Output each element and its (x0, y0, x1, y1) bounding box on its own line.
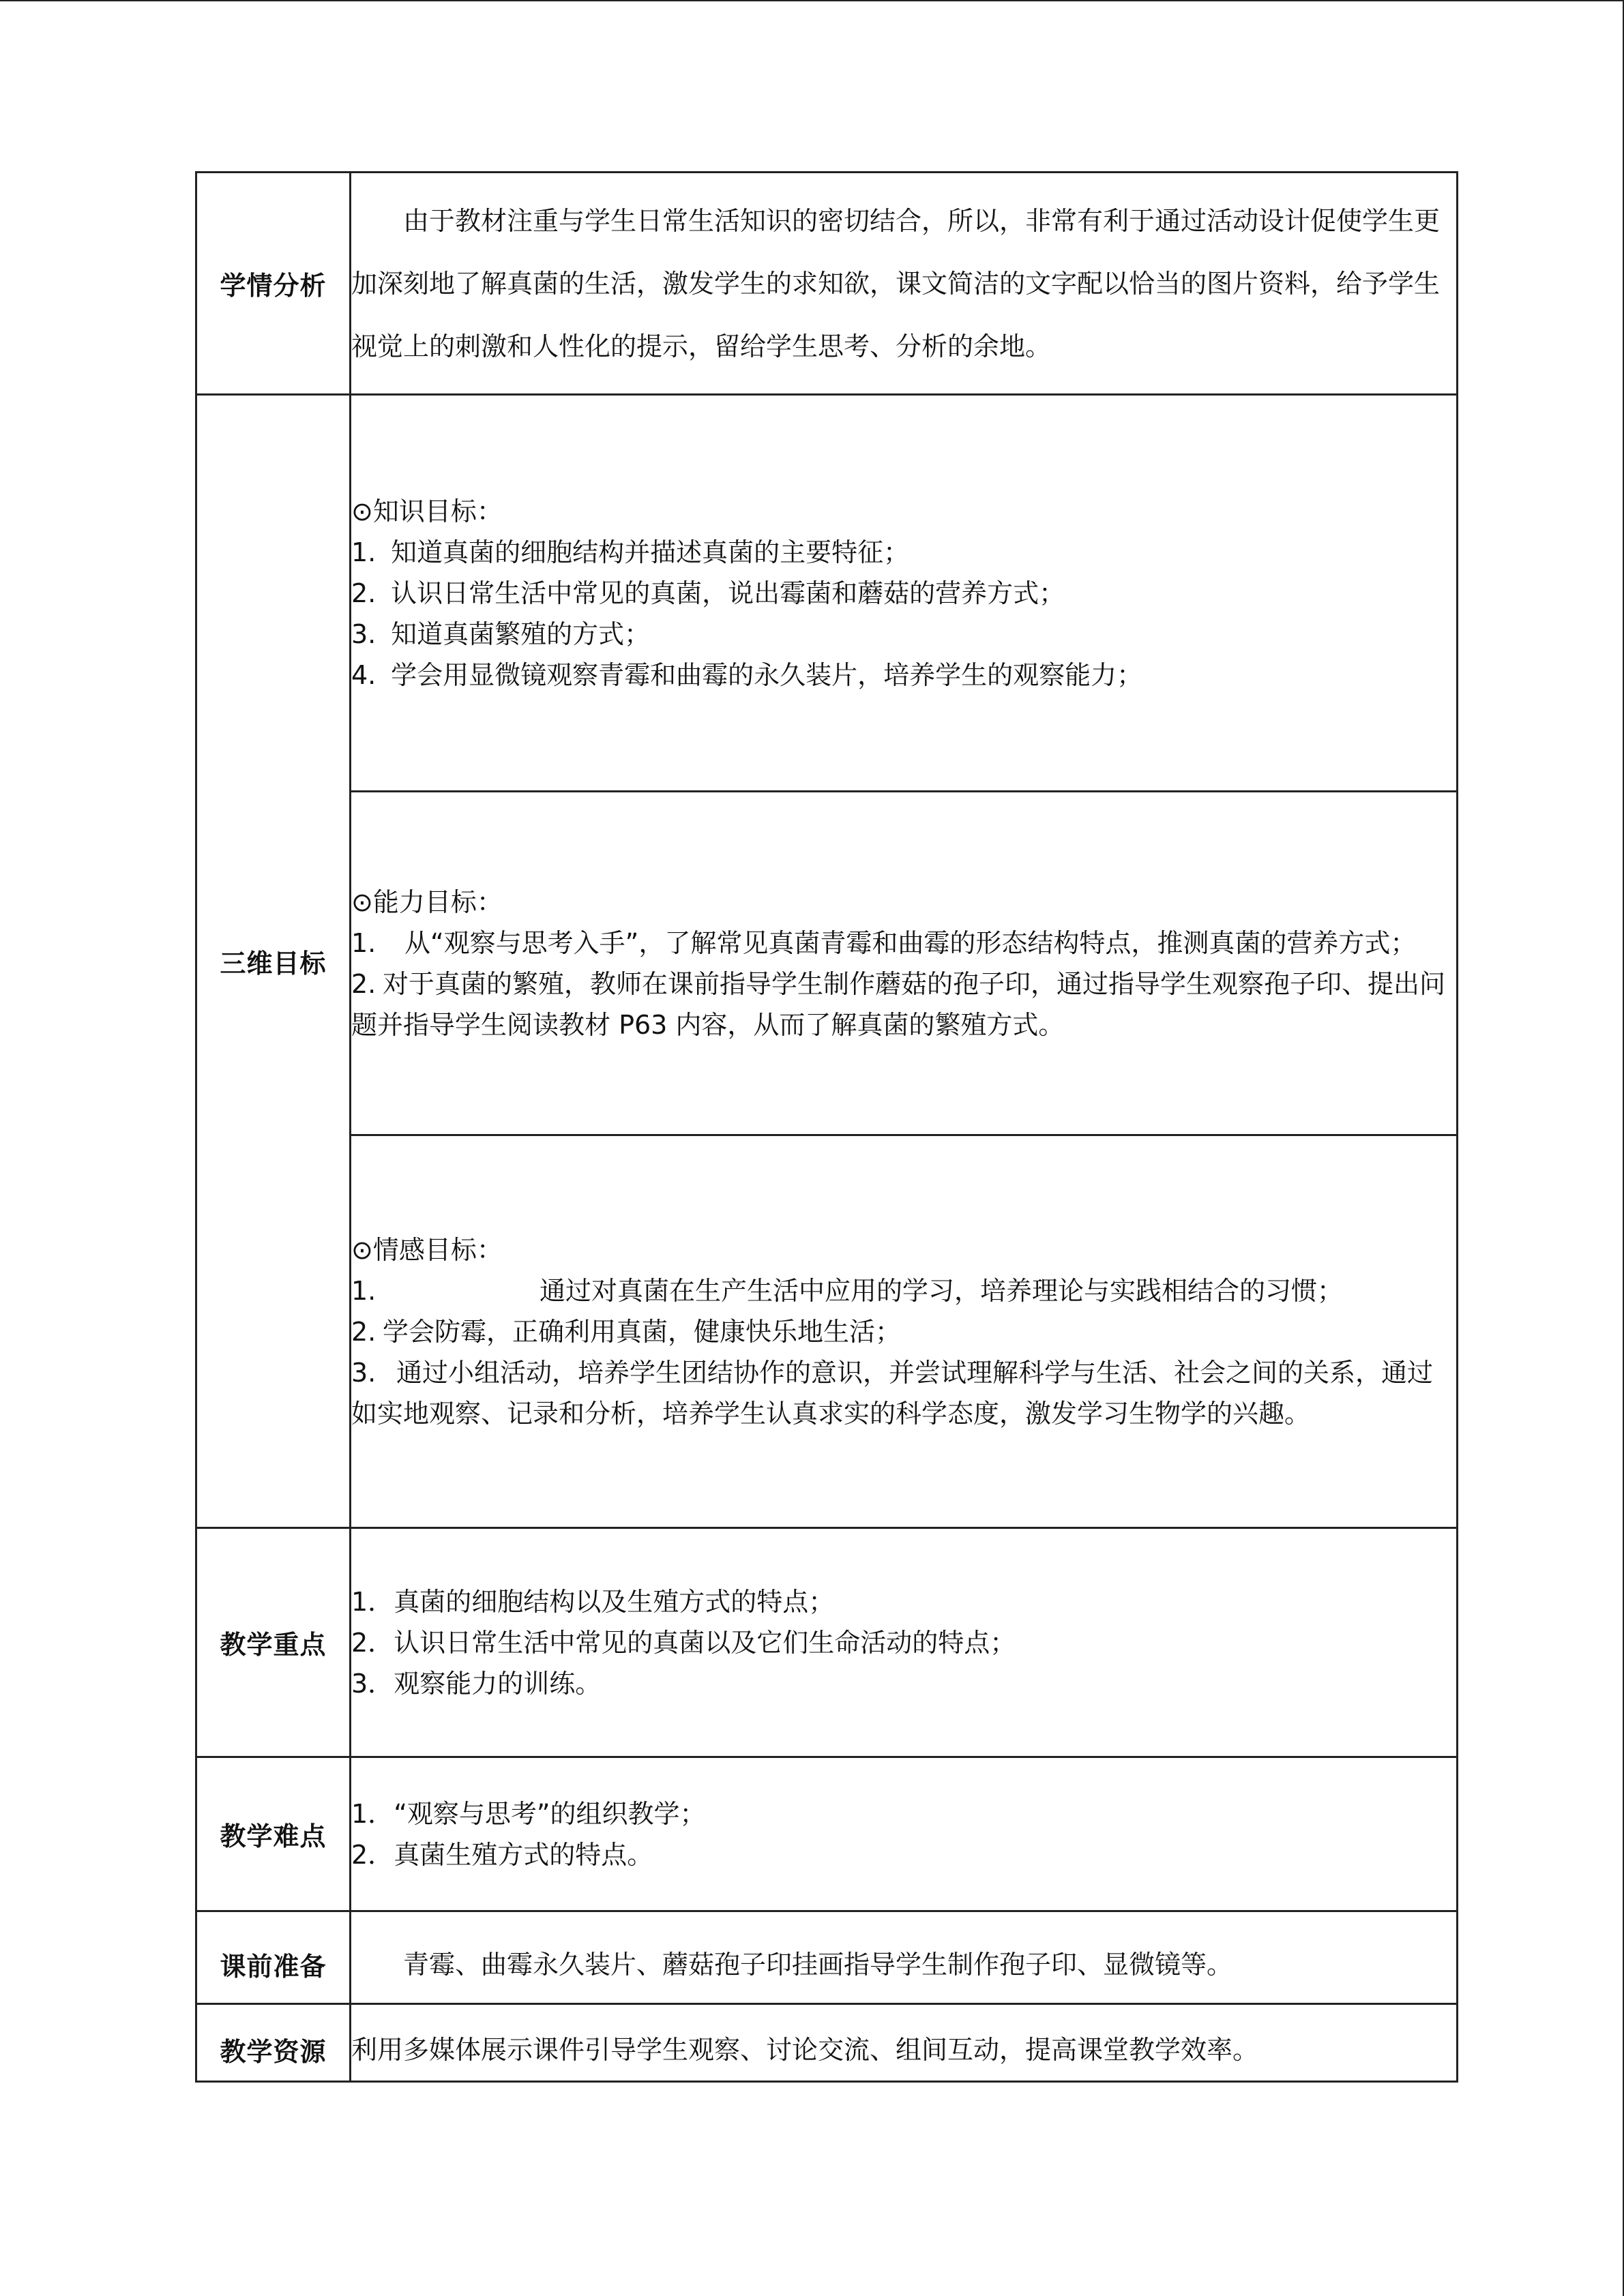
emotion-goals-title: ⊙情感目标： (351, 1234, 503, 1265)
knowledge-goals-cell (351, 395, 1458, 792)
ability-goals-cell (351, 792, 1458, 1135)
item-number: 2． (351, 1839, 394, 1870)
item-text: 对于真菌的繁殖，教师在课前指导学生制作蘑菇的孢子印，通过指导学生观察孢子印、提出问题并指导学生阅读教材 P63 内容，从而了解真菌的繁殖方式。 (351, 968, 1446, 1040)
item-number: 2. (351, 1316, 377, 1347)
key-point-item (351, 1622, 1456, 1663)
item-text: 观察能力的训练。 (394, 1668, 602, 1699)
difficulties-row (196, 1757, 1458, 1911)
emotion-goal-item (351, 1352, 1456, 1434)
item-number: 2. (351, 968, 377, 999)
item-text: “观察与思考”的组织教学； (394, 1798, 706, 1829)
emotion-goal-item (351, 1311, 1456, 1352)
preparation-row (196, 1911, 1458, 2004)
item-text: 学会用显微镜观察青霉和曲霉的永久装片，培养学生的观察能力； (391, 659, 1143, 690)
difficulty-item (351, 1834, 1456, 1875)
item-number: 4. (351, 659, 377, 690)
item-text: 真菌的细胞结构以及生殖方式的特点； (394, 1586, 835, 1617)
item-number: 1. (351, 537, 377, 567)
item-text: 学会防霉，正确利用真菌，健康快乐地生活； (383, 1316, 902, 1347)
preparation-cell (351, 1911, 1458, 2004)
key-points-label: 教学重点 (196, 1528, 351, 1757)
item-text: 真菌生殖方式的特点。 (394, 1839, 653, 1870)
ability-goals-title: ⊙能力目标： (351, 886, 503, 917)
key-points-cell (351, 1528, 1458, 1757)
goals-ability-row (196, 792, 1458, 1135)
analysis-cell (351, 173, 1458, 395)
item-number: 1． (351, 1798, 394, 1829)
item-number: 3. (351, 618, 377, 649)
emotion-goals-cell (351, 1135, 1458, 1528)
item-number: 2. (351, 578, 377, 608)
emotion-goal-item (351, 1270, 1456, 1311)
item-text: 知道真菌的细胞结构并描述真菌的主要特征； (391, 537, 910, 567)
difficulties-cell (351, 1757, 1458, 1911)
lesson-plan-table (195, 171, 1458, 2083)
item-number: 1. (351, 1275, 377, 1306)
ability-goal-item (351, 964, 1456, 1045)
item-text: 认识日常生活中常见的真菌以及它们生命活动的特点； (394, 1627, 1016, 1658)
knowledge-goals-title: ⊙知识目标： (351, 496, 503, 526)
item-text: 通过小组活动，培养学生团结协作的意识，并尝试理解科学与生活、社会之间的关系，通过如实地观察、记录和分析，培养学生认真求实的科学态度，激发学习生物学的兴趣。 (351, 1357, 1434, 1429)
analysis-text: 由于教材注重与学生日常生活知识的密切结合，所以，非常有利于通过活动设计促使学生更加深刻地了解真菌的生活，激发学生的求知欲，课文简洁的文字配以恰当的图片资料，给予学生视觉上的刺激和人性化的提示，留给学生思考、分析的余地。 (351, 205, 1441, 361)
knowledge-goal-item (351, 573, 1456, 614)
goals-knowledge-row (196, 395, 1458, 792)
key-points-row (196, 1528, 1458, 1757)
ability-goal-item (351, 923, 1456, 964)
preparation-label: 课前准备 (196, 1911, 351, 2004)
item-text: 通过对真菌在生产生活中应用的学习，培养理论与实践相结合的习惯； (540, 1275, 1344, 1306)
resources-label: 教学资源 (196, 2004, 351, 2082)
knowledge-goal-item (351, 614, 1456, 655)
item-number: 3. (351, 1357, 377, 1388)
resources-cell (351, 2004, 1458, 2082)
key-point-item (351, 1663, 1456, 1704)
resources-text: 利用多媒体展示课件引导学生观察、讨论交流、组间互动，提高课堂教学效率。 (351, 2034, 1259, 2065)
knowledge-goal-item (351, 655, 1456, 696)
preparation-text: 青霉、曲霉永久装片、蘑菇孢子印挂画指导学生制作孢子印、显微镜等。 (403, 1949, 1233, 1980)
knowledge-goal-item (351, 532, 1456, 573)
difficulties-label: 教学难点 (196, 1757, 351, 1911)
goals-emotion-row (196, 1135, 1458, 1528)
analysis-label: 学情分析 (196, 173, 351, 395)
item-number: 3． (351, 1668, 394, 1699)
item-number: 2． (351, 1627, 394, 1658)
item-number: 1. (351, 927, 377, 958)
difficulty-item (351, 1793, 1456, 1834)
item-text: 认识日常生活中常见的真菌，说出霉菌和蘑菇的营养方式； (391, 578, 1065, 608)
key-point-item (351, 1581, 1456, 1622)
goals-label: 三维目标 (196, 395, 351, 1528)
item-text: 知道真菌繁殖的方式； (391, 618, 651, 649)
resources-row (196, 2004, 1458, 2082)
item-number: 1． (351, 1586, 394, 1617)
item-text: 从“观察与思考入手”，了解常见真菌青霉和曲霉的形态结构特点，推测真菌的营养方式； (404, 927, 1417, 958)
analysis-row (196, 173, 1458, 395)
